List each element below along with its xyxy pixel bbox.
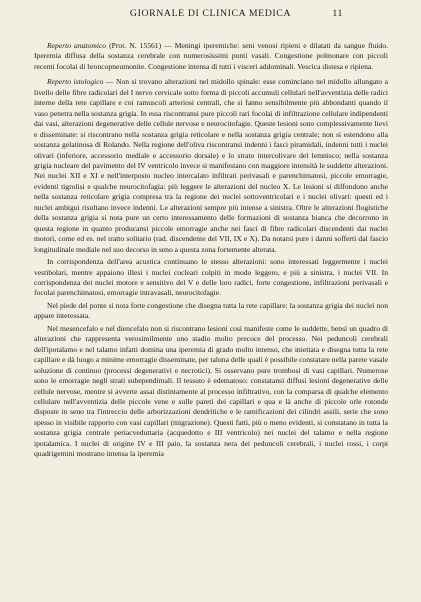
paragraph-lead: Reperto anatomico <box>47 41 107 50</box>
paragraph-lead: Reperto istologico <box>47 77 104 87</box>
running-header <box>0 8 421 20</box>
page-number: 11 <box>332 8 343 19</box>
paragraph-piede-ponte <box>34 301 388 322</box>
paragraph-text: (Prot. N. 15561) — Meningi iperemiche: seni venosi ripieni e dilatati da sangue fluido. Iperemia diffusa della sostanza cerebrale con numerosissimi punti vasali. Congestione polmonare con piccoli recenti focolai di broncopneumonite. Congestione intensa di tutti i visceri addominali. Vescica distesa e ripiena. <box>34 41 388 71</box>
paragraph-mesencefalo <box>34 324 388 460</box>
paragraph-reperto-istologico <box>34 77 388 255</box>
paragraph-area-acustica <box>34 257 388 299</box>
paragraph-reperto-anatomico <box>34 41 388 72</box>
article-body <box>34 41 388 460</box>
paragraph-text: — Non si trovano alterazioni nel midollo spinale: esse cominciano nel midollo allungato a livello delle fibre radicolari del I nervo cervicale sotto forma di piccoli accumuli cellulari nell'avventizia delle radici interne della rete capillare e coi ramuscoli arteriosi centrali, che si fanno sensibilmente più abbondanti quando il vaso penetra nella sostanza grigia. In essa riscontransi pure piccoli rari focolai di infiltrazione cellulare indipendenti dai vasi, alterazioni degenerative delle cellule nervose e neurocitofagie. Queste lesioni sono complessivamente lievi e disseminate: si riscontrano nella sostanza grigia reticolare e nella sostanza grigia centrale; non si estendono alla sostanza gelatinosa di Rolando. Nella regione dell'oliva riscontransi indenni i fasci piramidali, indenni tutti i nuclei olivari (inferiore, accessorio mediale e accessorio dorsale) e lo strato intercolivare del lemnisco; nella sostanza grigia nucleare del pavimento del IV ventricolo invece si manifestano con maggiore intensità le suddette alterazioni. Nei nuclei XII e XI e nell'interposto nucleo intercalato infiltrati perivasali e parenchimatosi, piccole emorragie, evidenti tigrolisi e qualche neurocitofagia: più leggere le alterazioni del nucleo X. Le lesioni si diffondono anche nella sostanza reticolare grigia compresa tra la regione dei nuclei sottoventricolari e i nuclei olivari: questi ed i nuclei ambigui risultano invece indenni. Le alterazioni sempre più intense a sinistra. Oltre le alterazioni flogistiche della sostanza grigia si nota pure un certo interessamento delle formazioni di sostanza bianca che decorrono in questa regione in quanto producansi piccole emorragie anche nei fasci di fibre radicolari discendenti dai nuclei motori, come ed es. nel tratto solitario (rad. discendente del VII, IX e X). Da notarsi pure i danni sofferti dal fascio longitudinale mediale nel suo decorso in seno a questa zona fortemente alterata. <box>34 77 388 254</box>
running-title: GIORNALE DI CLINICA MEDICA <box>129 8 292 19</box>
paragraph-text: Nel mesencefalo e nel diencefalo non si riscontrano lesioni così manifeste come le suddette, bensì un quadro di alterazioni che rappresenta verosimilmente uno stadio molto precoce del processo. Nei peduncoli cerebrali dell'ipotalamo e nel talamo infatti domina una iperemia di grado molto intenso, che iniettata e disegna tutta la rete capillare e dà luogo a minime emorragie disseminate, per taluna delle quali è possibile constatare nella parete vasale soluzione di continuo (processi degenerativi e necrotici). Si osservano pure trombosi di vasi capillari. Numerose sono le emorragie negli strati subependimali. Il tessuto è edematoso: constatansi diffusi lesioni degenerative delle cellule nervose, mentre si avverte assai distintamente al processo infiltrativo, con la comparsa di qualche elemento cellulare nell'avventizia delle piccole vene e sulle pareti dei capillari e qua e là anche di piccole orle rotonde disposte in seno tra l'intreccio delle arborizzazioni dendritiche e le ramificazioni dei cilindri assili, serie che sono spesso in visibile rapporto con vasi capillari (migrazione). Questi fatti, più o meno evidenti, si constatano in tutta la sostanza grigia centrale periacveduttaria (acquedotto e III ventricolo) nei nuclei del talamo e nella regione ipotalamica. I nuclei di origine IV e III paio, la sostanza nera dei peduncoli cerebrali, i nuclei rossi, i corpi quadrigemini mostrano intensa la iperemia <box>34 323 388 459</box>
paragraph-text: Nel piede del ponte si nota forte congestione che disegna tutta la rete capillare: la sostanza grigia dei nuclei non appare interessata. <box>34 300 388 321</box>
paragraph-text: In corrispondenza dell'area acustica continuano le stesso alterazioni: sono interessati leggermente i nuclei vestibolari, mentre appaiono illesi i nuclei cocleari colpiti in modo leggero, e più a sinistra, i nuclei VII. In corrispondenza dei nuclei motore e sensitivo del V e delle loro radici, forte congestione, infiltrazioni perivasali e focolai parenchimatosi, emorragie intravasali, neurocitofagie. <box>34 257 388 298</box>
